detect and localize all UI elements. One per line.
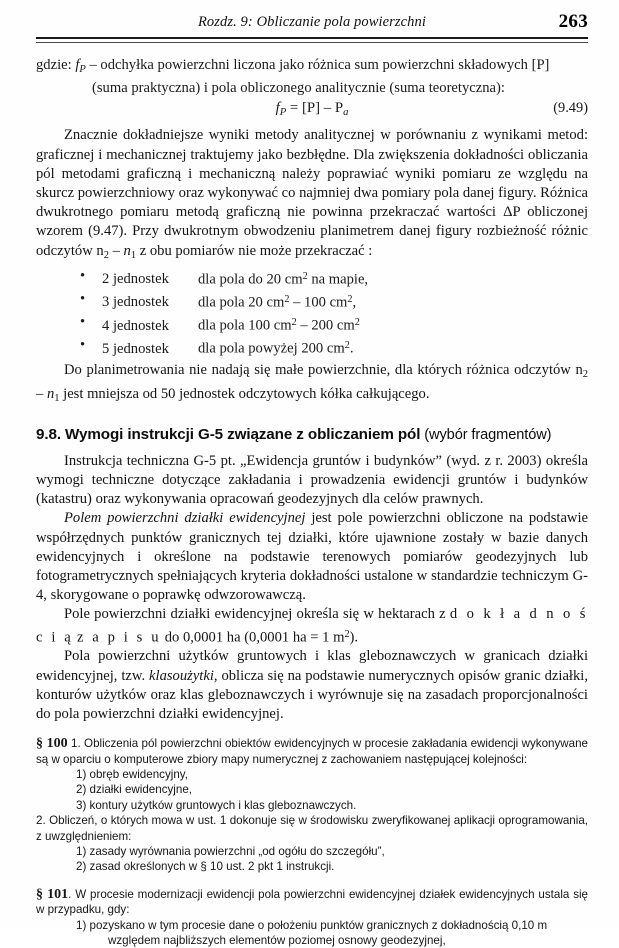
header-rule-thick	[36, 37, 588, 39]
bullet-quantity: 5 jednostek	[102, 340, 169, 357]
n1-subscript: 1	[54, 392, 60, 404]
display-equation-row	[36, 100, 588, 122]
bullet-quantity: 3 jednostek	[102, 294, 169, 311]
header-chapter-title: Rozdz. 9: Obliczanie pola powierzchni	[197, 14, 427, 30]
n1-subscript: 1	[130, 249, 137, 261]
regulation-100-text: 1. Obliczenia pól powierzchni obiektów ewidencyjnych w procesie zakładania ewidencji wykonywane są w oparciu o komputerowe zbiory mapy numerycznej z zachowaniem następującej kolejności:	[36, 737, 589, 766]
paragraph-hektary-tail: do 0,0001 ha (0,0001 ha = 1 m	[161, 629, 345, 646]
regulation-101-text: . W procesie modernizacji ewidencji pola powierzchni ewidencyjnej działek ewidencyjnych ustala się w przypadku, gdy:	[36, 887, 589, 917]
n2-subscript: 2	[103, 249, 109, 261]
paragraph-analytical-accuracy-text: Znacznie dokładniejsze wyniki metody analitycznej w porównaniu z wynikami metod: graficznej i mechanicznej traktujemy jako bezbłędne. Dla zwiększenia dokładności obliczania pól metodami graficzną i mechaniczną należy poprawiać wyniki pomiaru ze względu na skurcz powierzchniowy oraz wykonywać co najmniej dwa pomiary pola danej figury. Różnica dwukrotnego pomiaru metodą graficzną nie powinna przekraczać wartości ΔP obliczonej wzorem (9.47). Przy dwukrotnym obwodzeniu planimetrem danej figury rozbieżność różnic odczytów n	[36, 127, 588, 259]
header-rule-thin	[36, 42, 588, 43]
paragraph-hektary-end: ).	[349, 629, 359, 646]
list-item	[36, 290, 588, 313]
regulation-paragraph-101	[36, 887, 588, 918]
term-polem-powierzchni: Polem powierzchni działki ewidencyjnej	[64, 510, 306, 527]
paragraph-analytical-accuracy	[36, 126, 588, 264]
bullet-tail: – 200 cm	[296, 317, 355, 334]
paragraph-planimetering-tail: jest mniejsza od 50 jednostek odczytowych kółka całkującego.	[59, 385, 430, 402]
regulation-100-item: 2) działki ewidencyjne,	[76, 783, 192, 797]
section-mark-100: § 100	[36, 736, 68, 752]
paragraph-klasouzytki-text: Pola powierzchni użytków gruntowych i klas gleboznawczych w granicach działki ewidencyjnej, tzw.	[36, 648, 588, 684]
section-heading-parenthetical: (wybór fragmentów)	[420, 426, 552, 443]
regulation-100-subsection-2: 2. Obliczeń, o których mowa w ust. 1 dokonuje się w środowisku zweryfikowanej aplikacji oprogramowania, z uwzględnieniem:	[36, 814, 588, 843]
paragraph-klasouzytki	[36, 647, 588, 724]
section-mark-101: § 101	[36, 886, 69, 902]
bullet-quantity: 2 jednostek	[102, 271, 169, 288]
regulation-101-item: 1) pozyskano w tym procesie dane o położeniu punktów granicznych z dokładnością 0,10 m względem najbliższych elementów poziomej osnowy geodezyjnej,	[76, 918, 548, 948]
section-heading-9-8	[36, 425, 588, 445]
symbol-fp: $f_P$	[75, 57, 86, 75]
regulation-100-item: 1) obręb ewidencyjny,	[76, 767, 188, 781]
page-body	[36, 56, 588, 948]
where-definition-text: – odchyłka powierzchni liczona jako różnica sum powierzchni składowych [P]	[85, 57, 550, 73]
bullet-tail: na mapie,	[307, 271, 369, 288]
regulation-100-item: 3) kontury użytków gruntowych i klas gleboznawczych.	[76, 798, 357, 812]
bullet-dot-icon: •	[80, 290, 86, 307]
bullet-text: dla pola powyżej 200 cm	[198, 340, 345, 357]
list-item	[36, 336, 588, 359]
equation-lhs-subscript: P	[279, 107, 287, 119]
regulation-100-sub-item: 1) zasady wyrównania powierzchni „od ogółu do szczegółu”,	[76, 845, 385, 859]
bullet-tail-2: ,	[352, 294, 357, 311]
paragraph-hektary-text: Pole powierzchni działki ewidencyjnej określa się w hektarach z	[64, 606, 450, 623]
equation-fp	[36, 100, 588, 118]
bullet-superscript-2: 2	[347, 293, 353, 305]
equation-number: (9.49)	[553, 100, 588, 117]
bullet-superscript: 2	[344, 340, 350, 352]
spaced-term-dokladnoscia: d o k ł a d n o ś c i ą	[36, 606, 588, 646]
paragraph-polem-powierzchni-text: jest pole powierzchni obliczone na podstawie współrzędnych punktów granicznych tej działki, które ujawnione zostały w bazie danych ewidencyjnych i określone na podstawie terenowych pomiarów geodezyjnych lub fotogrametrycznych spełniających kryteria dokładności ustalone w standardzie techniczym G-4, skorygowane o poprawkę odwzorowawczą.	[36, 510, 588, 604]
paragraph-planimetering	[36, 361, 588, 407]
bullet-text: dla pola 20 cm	[198, 294, 285, 311]
paragraph-instrukcja-g5: Instrukcja techniczna G-5 pt. „Ewidencja gruntów i budynków” (wyd. z r. 2003) określa wymogi techniczne dotyczące zakładania i prowadzenia ewidencji gruntów i budynków (katastru) oraz wykonywania opracowań geodezyjnych dla celów prawnych.	[36, 452, 588, 508]
equation-rhs-subscript: a	[343, 107, 349, 119]
paragraph-planimetering-text: Do planimetrowania nie nadają się małe powierzchnie, dla których różnica odczytów n	[64, 362, 583, 379]
bullet-tail: – 100 cm	[289, 294, 348, 311]
bullet-dot-icon: •	[80, 337, 86, 354]
spaced-term-zapisu: z a p i s u	[76, 629, 162, 646]
bullet-quantity: 4 jednostek	[102, 317, 169, 334]
bullet-text: dla pola do 20 cm	[198, 271, 303, 288]
bullet-dot-icon: •	[80, 267, 86, 284]
page-number: 263	[558, 11, 588, 32]
n2-subscript: 2	[582, 369, 588, 381]
bullet-superscript: 2	[302, 270, 308, 282]
section-heading-main: 9.8. Wymogi instrukcji G-5 związane z obliczaniem pól	[36, 425, 421, 443]
list-item	[36, 313, 588, 336]
n-minus-n: – n	[108, 242, 131, 259]
n-minus-n: – n	[36, 385, 55, 402]
bullet-dot-icon: •	[80, 314, 86, 331]
list-item	[36, 267, 588, 290]
running-head	[36, 11, 588, 38]
bullet-tail: .	[349, 340, 354, 357]
regulation-excerpt	[36, 736, 588, 948]
where-label: gdzie:	[36, 57, 72, 73]
paragraph-klasouzytki-tail: , oblicza się na podstawie numerycznych opisów granic działki, konturów użytków oraz klas gleboznawczych i wyrównuje się na zasadach proporcjonalności do pola powierzchni działki ewidencyjnej.	[36, 667, 588, 722]
regulation-100-sub-item: 2) zasad określonych w § 10 ust. 2 pkt 1 instrukcji.	[76, 860, 335, 874]
paragraph-polem-powierzchni	[36, 509, 588, 605]
bullet-superscript-2: 2	[354, 317, 360, 329]
equation-lhs: f	[275, 100, 280, 117]
bullet-superscript: 2	[284, 293, 290, 305]
paragraph-hektary-dokladnosc	[36, 605, 588, 647]
where-definition-line-2: (suma praktyczna) i pola obliczonego analitycznie (suma teoretyczna):	[92, 80, 505, 97]
where-definition-line-1	[36, 56, 588, 79]
bullet-text: dla pola 100 cm	[198, 317, 292, 334]
equation-rhs: = [P] – P	[286, 100, 344, 117]
bullet-superscript: 2	[291, 317, 297, 329]
paragraph-analytical-accuracy-tail: z obu pomiarów nie może przekraczać :	[136, 242, 373, 259]
term-klasouzytki: klasoużytki	[149, 667, 214, 684]
unit-superscript: 2	[344, 628, 350, 640]
tolerance-bullet-list	[36, 267, 588, 360]
regulation-paragraph-100	[36, 736, 588, 767]
